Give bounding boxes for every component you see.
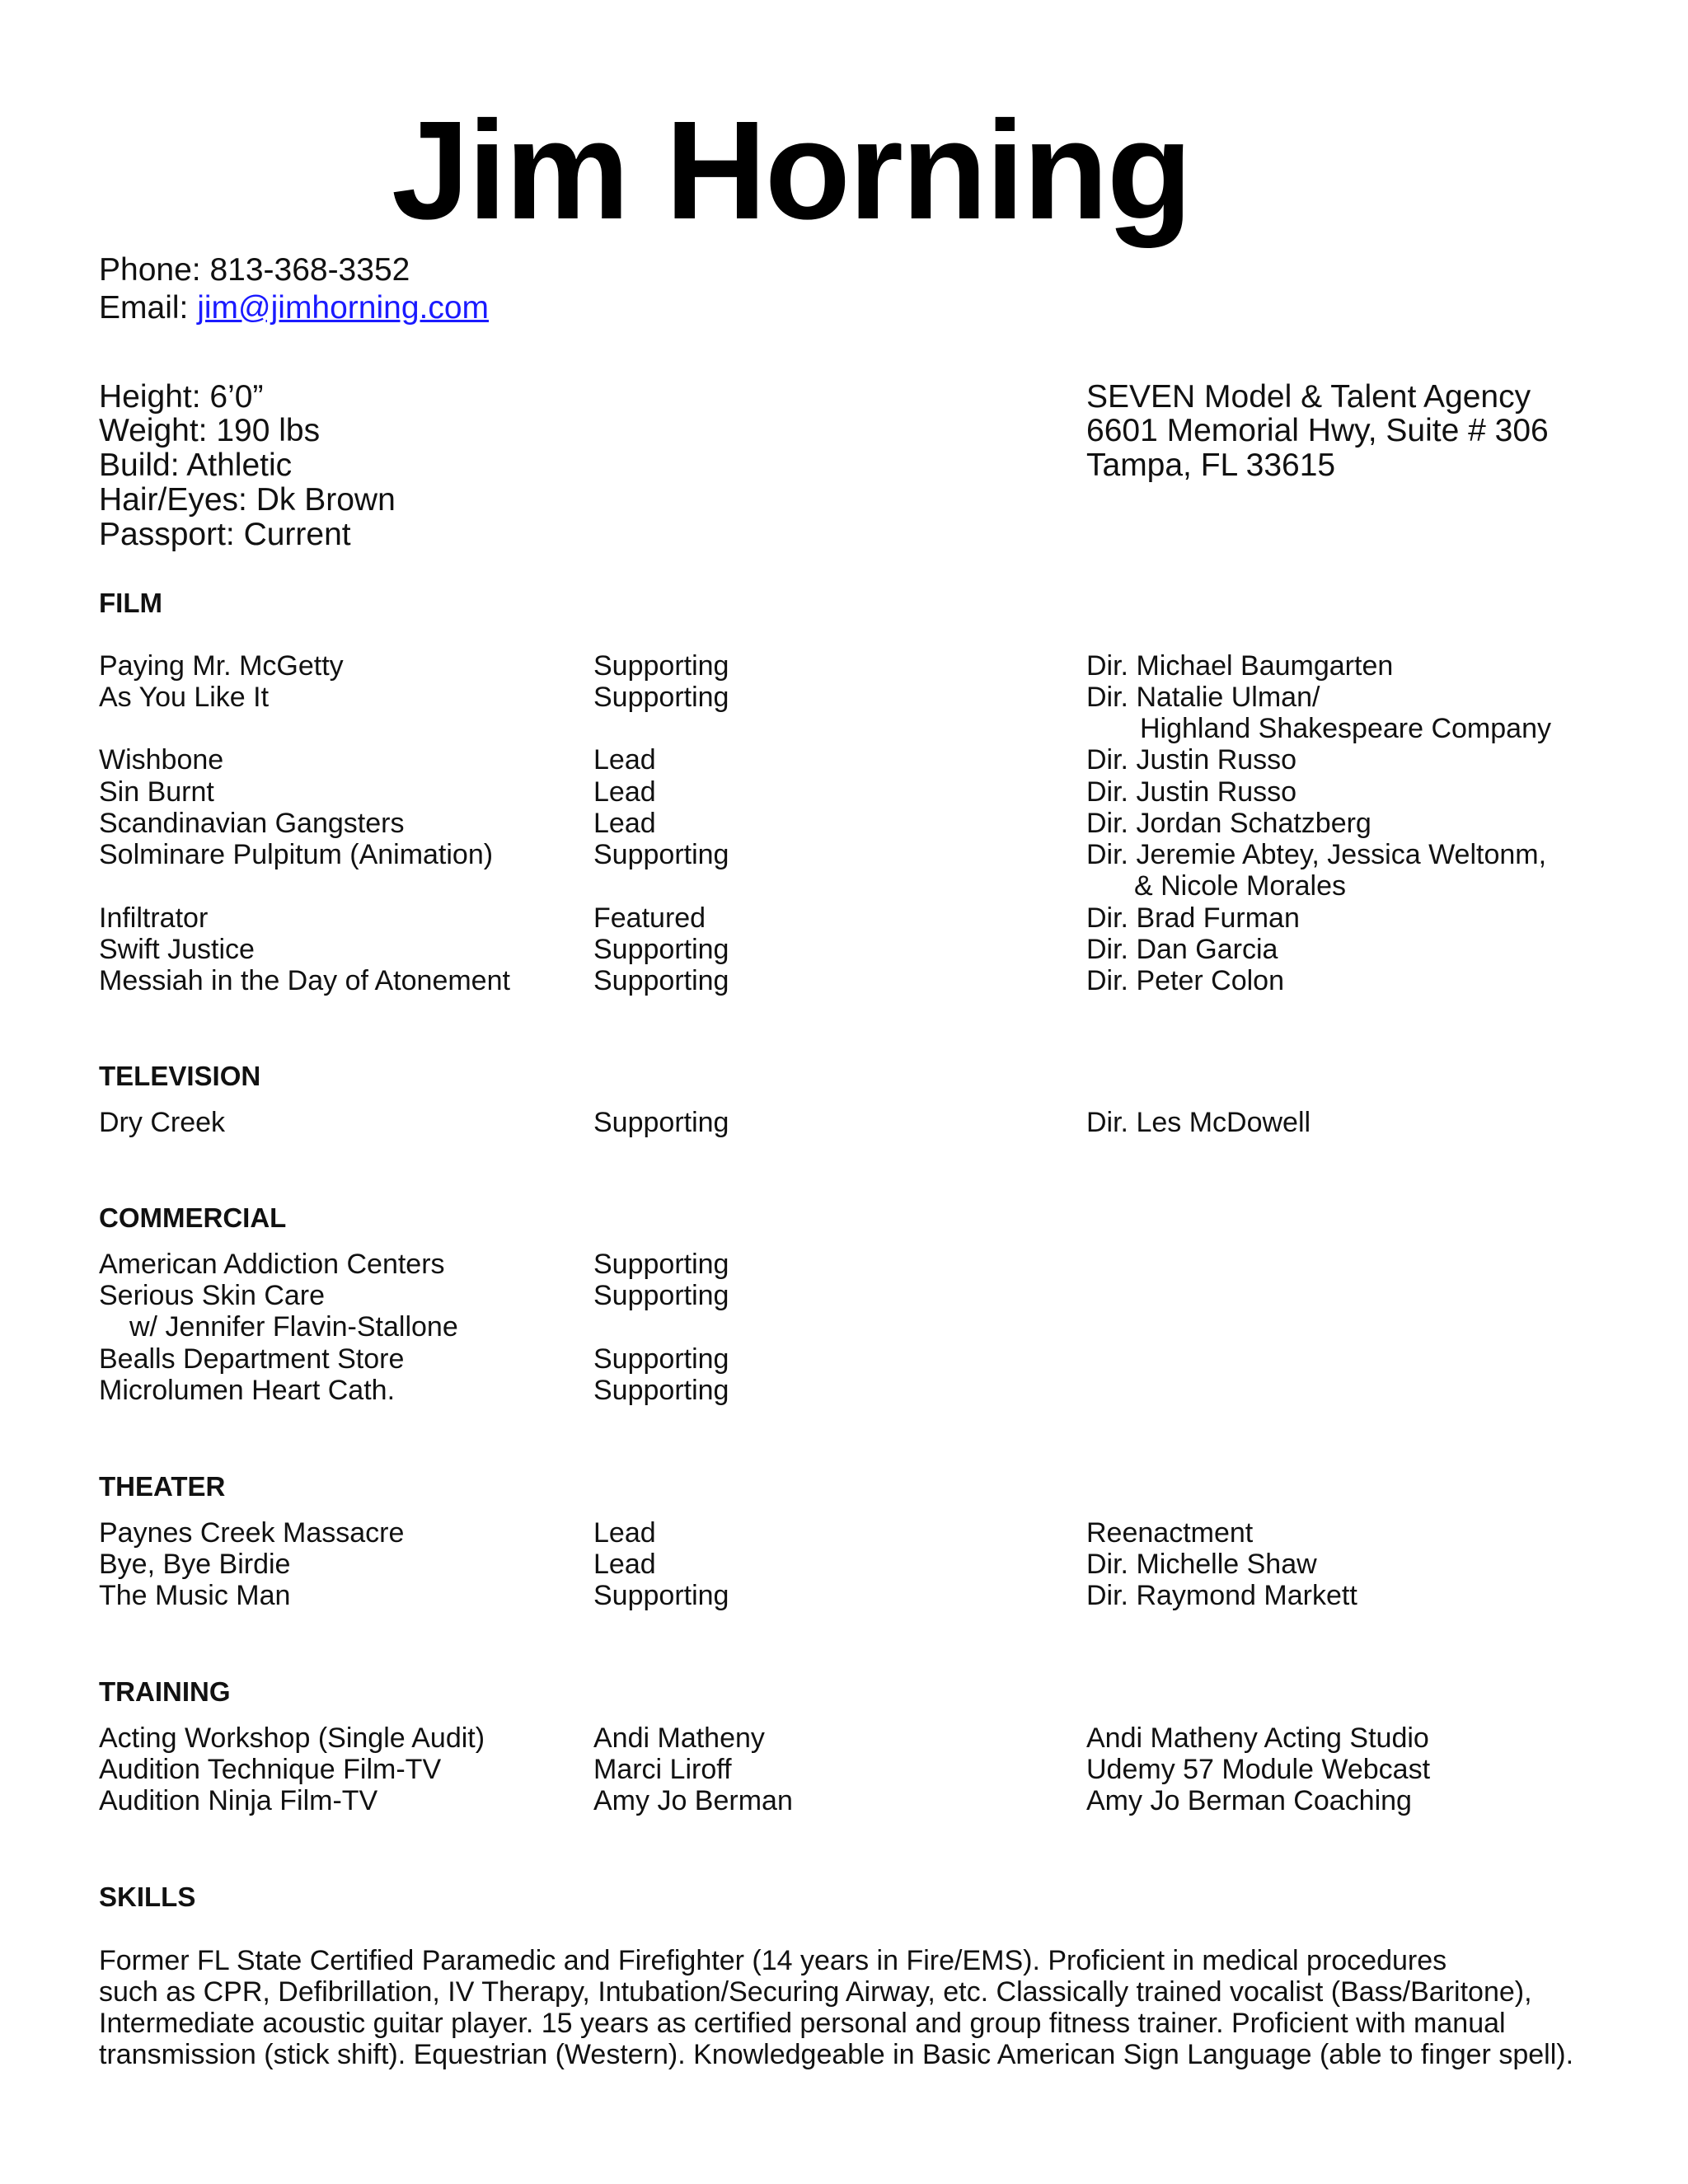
film-role: Supporting	[593, 934, 729, 965]
section-heading-skills: SKILLS	[99, 1882, 196, 1912]
film-title: Swift Justice	[99, 934, 255, 965]
section-heading-film: FILM	[99, 588, 162, 618]
commercial-title: American Addiction Centers	[99, 1249, 445, 1280]
film-title: Sin Burnt	[99, 776, 214, 808]
stat-hair-eyes: Hair/Eyes: Dk Brown	[99, 482, 396, 518]
film-role: Featured	[593, 902, 706, 934]
film-credit: Dir. Peter Colon	[1086, 965, 1284, 996]
theater-role: Lead	[593, 1517, 656, 1549]
film-role: Lead	[593, 744, 656, 776]
stat-build: Build: Athletic	[99, 448, 293, 483]
skills-line: Former FL State Certified Paramedic and Firefighter (14 years in Fire/EMS). Proficient in medical procedures	[99, 1945, 1447, 1976]
commercial-role: Supporting	[593, 1343, 729, 1375]
film-credit: Dir. Justin Russo	[1086, 744, 1297, 776]
theater-title: Paynes Creek Massacre	[99, 1517, 405, 1549]
training-school: Andi Matheny Acting Studio	[1086, 1722, 1429, 1754]
training-instructor: Andi Matheny	[593, 1722, 765, 1754]
film-title: Solminare Pulpitum (Animation)	[99, 839, 494, 870]
training-course: Audition Technique Film-TV	[99, 1754, 442, 1785]
skills-line: transmission (stick shift). Equestrian (Western). Knowledgeable in Basic American Sign Language (able to finger spell).	[99, 2039, 1574, 2070]
section-heading-commercial: COMMERCIAL	[99, 1202, 287, 1233]
film-role: Supporting	[593, 650, 729, 682]
stat-height: Height: 6’0”	[99, 379, 264, 415]
stat-weight: Weight: 190 lbs	[99, 413, 321, 448]
film-credit: Dir. Jordan Schatzberg	[1086, 808, 1372, 839]
theater-role: Lead	[593, 1549, 656, 1580]
film-credit: Dir. Justin Russo	[1086, 776, 1297, 808]
film-title: As You Like It	[99, 682, 270, 713]
section-heading-theater: THEATER	[99, 1471, 226, 1502]
film-title: Infiltrator	[99, 902, 209, 934]
agency-name: SEVEN Model & Talent Agency	[1086, 379, 1531, 415]
tv-role: Supporting	[593, 1107, 729, 1138]
film-role: Lead	[593, 776, 656, 808]
training-course: Acting Workshop (Single Audit)	[99, 1722, 485, 1754]
section-heading-training: TRAINING	[99, 1676, 231, 1707]
commercial-title: Bealls Department Store	[99, 1343, 405, 1375]
commercial-title: Microlumen Heart Cath.	[99, 1375, 396, 1406]
film-title: Wishbone	[99, 744, 224, 776]
skills-line: Intermediate acoustic guitar player. 15 years as certified personal and group fitness trainer. Proficient with manual	[99, 2008, 1506, 2039]
commercial-title-continued: w/ Jennifer Flavin-Stallone	[129, 1311, 458, 1343]
theater-title: Bye, Bye Birdie	[99, 1549, 291, 1580]
film-credit-continued: Highland Shakespeare Company	[1140, 713, 1551, 744]
film-credit: Dir. Jeremie Abtey, Jessica Weltonm,	[1086, 839, 1547, 870]
film-title: Scandinavian Gangsters	[99, 808, 405, 839]
commercial-role: Supporting	[593, 1249, 729, 1280]
section-heading-television: TELEVISION	[99, 1061, 261, 1091]
training-school: Amy Jo Berman Coaching	[1086, 1785, 1412, 1816]
agency-address: 6601 Memorial Hwy, Suite # 306	[1086, 413, 1549, 448]
training-instructor: Marci Liroff	[593, 1754, 732, 1785]
training-school: Udemy 57 Module Webcast	[1086, 1754, 1431, 1785]
film-title: Paying Mr. McGetty	[99, 650, 344, 682]
email-label: Email:	[99, 290, 198, 326]
agency-city: Tampa, FL 33615	[1086, 448, 1336, 483]
film-role: Supporting	[593, 839, 729, 870]
skills-line: such as CPR, Defibrillation, IV Therapy, Intubation/Securing Airway, etc. Classically trained vocalist (Bass/Baritone),	[99, 1976, 1532, 2008]
theater-credit: Reenactment	[1086, 1517, 1254, 1549]
training-instructor: Amy Jo Berman	[593, 1785, 793, 1816]
film-credit: Dir. Natalie Ulman/	[1086, 682, 1320, 713]
training-course: Audition Ninja Film-TV	[99, 1785, 378, 1816]
theater-role: Supporting	[593, 1580, 729, 1611]
film-credit: Dir. Michael Baumgarten	[1086, 650, 1394, 682]
film-role: Lead	[593, 808, 656, 839]
film-title: Messiah in the Day of Atonement	[99, 965, 510, 996]
film-role: Supporting	[593, 965, 729, 996]
theater-title: The Music Man	[99, 1580, 291, 1611]
phone-line: Phone: 813-368-3352	[99, 252, 410, 288]
email-line	[99, 292, 489, 324]
film-credit: Dir. Dan Garcia	[1086, 934, 1278, 965]
tv-title: Dry Creek	[99, 1107, 226, 1138]
film-role: Supporting	[593, 682, 729, 713]
film-credit: Dir. Brad Furman	[1086, 902, 1300, 934]
tv-credit: Dir. Les McDowell	[1086, 1107, 1311, 1138]
commercial-role: Supporting	[593, 1280, 729, 1311]
stat-passport: Passport: Current	[99, 517, 351, 552]
theater-credit: Dir. Raymond Markett	[1086, 1580, 1357, 1611]
name-heading: Jim Horning	[392, 92, 1191, 249]
commercial-title: Serious Skin Care	[99, 1280, 326, 1311]
commercial-role: Supporting	[593, 1375, 729, 1406]
film-credit-continued: & Nicole Morales	[1134, 870, 1346, 902]
email-link[interactable]: jim@jimhorning.com	[197, 290, 490, 326]
theater-credit: Dir. Michelle Shaw	[1086, 1549, 1317, 1580]
